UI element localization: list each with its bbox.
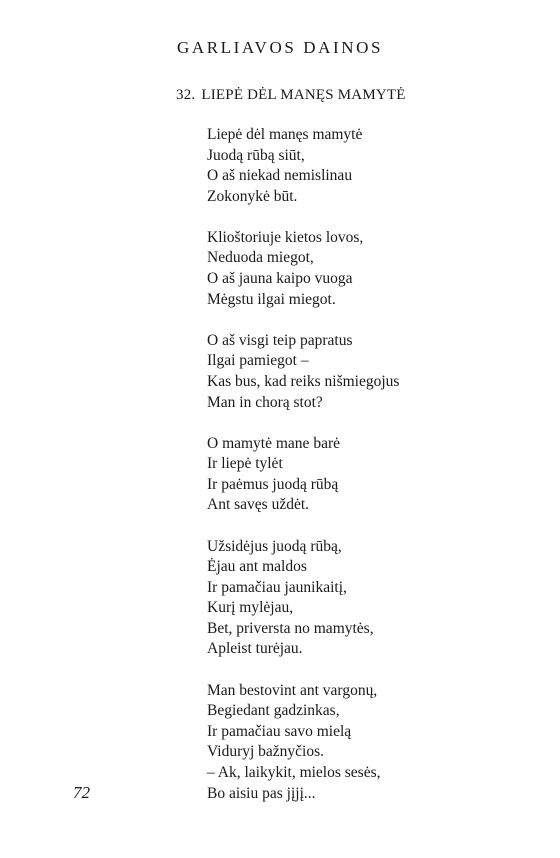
poem-line: Kas bus, kad reiks nišmiegojus — [207, 372, 400, 390]
poem-line: Bet, priversta no mamytės, — [207, 619, 374, 637]
poem-line: Ir pamačiau jaunikaitį, — [207, 578, 347, 596]
stanza — [207, 331, 399, 413]
poem-title-text: LIEPĖ DĖL MANĘS MAMYTĖ — [201, 87, 406, 103]
stanza — [207, 228, 399, 310]
stanza — [207, 537, 399, 661]
poem-line: Ir liepė tylėt — [207, 455, 283, 473]
poem-line: O mamytė mane barė — [207, 434, 340, 452]
poem-line: O aš jauna kaipo vuoga — [207, 270, 353, 288]
poem-line: Viduryj bažnyčios. — [207, 743, 325, 761]
poem-title — [176, 87, 406, 104]
stanza — [207, 125, 399, 207]
poem-line: Ilgai pamiegot – — [207, 352, 309, 370]
poem-line: Man in chorą stot? — [207, 393, 323, 411]
poem-line: – Ak, laikykit, mielos sesės, — [207, 763, 381, 781]
poem-line: Ir pamačiau savo mielą — [207, 722, 352, 740]
poem-line: O aš visgi teip papratus — [207, 331, 353, 349]
poem-line: Liepė dėl manęs mamytė — [207, 126, 363, 143]
poem-line: Ant savęs uždėt. — [207, 496, 310, 514]
poem-line: Mėgstu ilgai miegot. — [207, 290, 336, 308]
stanza — [207, 681, 399, 805]
poem-line: Man bestovint ant vargonų, — [207, 681, 378, 699]
poem-line: Zokonykė būt. — [207, 187, 298, 205]
poem-line: Neduoda miegot, — [207, 249, 314, 267]
poem-number: 32. — [176, 87, 196, 103]
poem-line: Klioštoriuje kietos lovos, — [207, 228, 364, 246]
poem-line: Ėjau ant maldos — [207, 558, 307, 576]
running-head: GARLIAVOS DAINOS — [176, 38, 384, 57]
page-number: 72 — [73, 783, 90, 802]
poem-line: Užsidėjus juodą rūbą, — [207, 537, 342, 555]
stanza — [207, 434, 399, 516]
poem-line: O aš niekad nemislinau — [207, 167, 353, 185]
poem-line: Bo aisiu pas jįjį... — [207, 784, 316, 802]
poem-line: Ir paėmus juodą rūbą — [207, 475, 339, 493]
poem-line: Apleist turėjau. — [207, 640, 303, 658]
poem-line: Kurį mylėjau, — [207, 599, 294, 617]
poem-body — [207, 125, 399, 825]
poem-line: Juodą rūbą siūt, — [207, 146, 305, 164]
poem-line: Begiedant gadzinkas, — [207, 702, 340, 720]
